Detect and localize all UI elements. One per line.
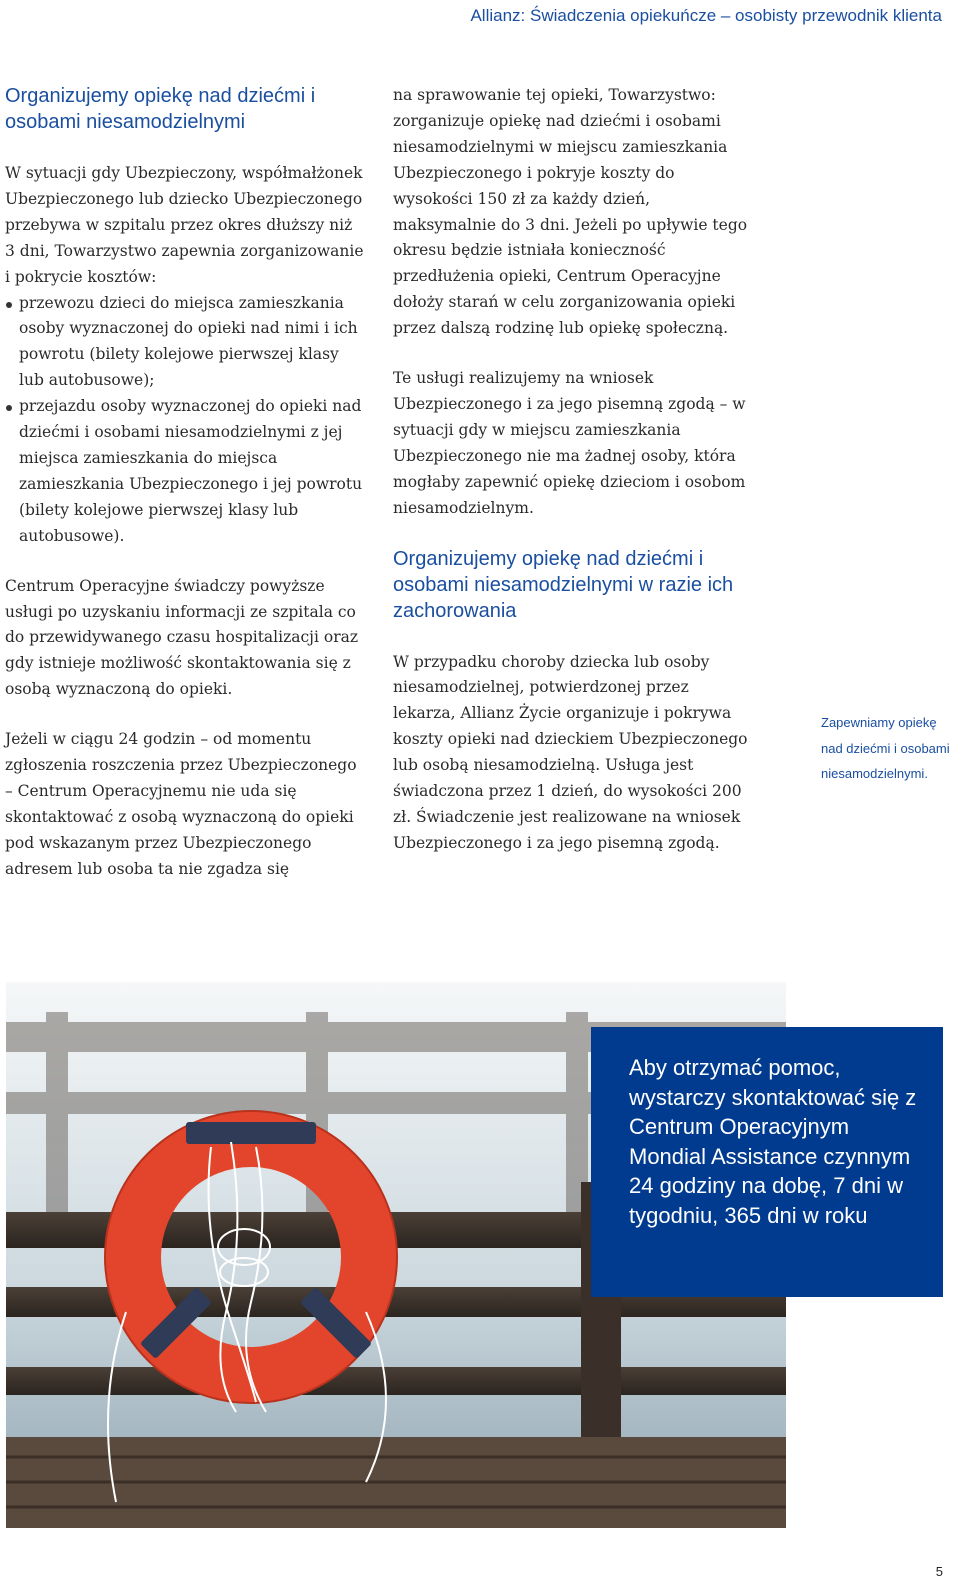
bullet-item: przewozu dzieci do miejsca zamieszkania osoby wyznaczonej do opieki nad nimi i ich powrotu (bilety kolejowe pierwszej klasy lub autobusowe);: [5, 291, 365, 395]
sidenote: Zapewniamy opiekę nad dziećmi i osobami niesamodzielnymi.: [821, 715, 950, 781]
paragraph: Jeżeli w ciągu 24 godzin – od momentu zgłoszenia roszczenia przez Ubezpieczonego – Centrum Operacyjnemu nie uda się skontaktować z osobą wyznaczoną do opieki pod wskazanym przez Ubezpieczonego adresem lub osoba ta nie zgadza się: [5, 730, 357, 878]
intro-paragraph: W sytuacji gdy Ubezpieczony, współmałżonek Ubezpieczonego lub dziecko Ubezpieczonego przebywa w szpitalu przez okres dłuższy niż 3 dni, Towarzystwo zapewnia zorganizowanie i pokrycie kosztów:: [5, 164, 364, 286]
section-heading: Organizujemy opiekę nad dziećmi i osobami niesamodzielnymi: [5, 85, 316, 133]
paragraph: na sprawowanie tej opieki, Towarzystwo: zorganizuje opiekę nad dziećmi i osobami niesamodzielnymi w miejscu zamieszkania Ubezpieczonego i pokryje koszty do wysokości 150 zł za każdy dzień, maksymalnie do 3 dni. Jeżeli po upływie tego okresu będzie istniała konieczność przedłużenia opieki, Centrum Operacyjne dołoży starań w celu zorganizowania opieki przez dalszą rodzinę lub opiekę społeczną.: [393, 86, 748, 338]
left-column: [5, 83, 365, 907]
bullet-item: przejazdu osoby wyznaczonej do opieki nad dziećmi i osobami niesamodzielnymi z jej miejsca zamieszkania do miejsca zamieszkania Ubezpieczonego i jej powrotu (bilety kolejowe pierwszej klasy lub autobusowe).: [5, 394, 365, 549]
section-heading: Organizujemy opiekę nad dziećmi i osobami niesamodzielnymi w razie ich zachorowania: [393, 547, 734, 622]
paragraph: W przypadku choroby dziecka lub osoby niesamodzielnej, potwierdzonej przez lekarza, Allianz Życie organizuje i pokrywa koszty opieki nad dzieckiem Ubezpieczonego lub osobą niesamodzielną. Usługa jest świadczona przez 1 dzień, do wysokości 200 zł. Świadczenie jest realizowane na wniosek Ubezpieczonego i za jego pisemną zgodą.: [393, 652, 748, 852]
running-header: Allianz: Świadczenia opiekuńcze – osobisty przewodnik klienta: [470, 6, 942, 25]
bullet-list: [5, 291, 365, 550]
page-number: 5: [935, 1564, 943, 1579]
contact-callout: Aby otrzymać pomoc, wystarczy skontaktować się z Centrum Operacyjnym Mondial Assistance czynnym 24 godziny na dobę, 7 dni w tygodniu, 365 dni w roku: [591, 1027, 943, 1297]
middle-column: [393, 83, 753, 881]
paragraph: Te usługi realizujemy na wniosek Ubezpieczonego i za jego pisemną zgodą – w sytuacji gdy w miejscu zamieszkania Ubezpieczonego nie ma żadnej osoby, która mogłaby zapewnić opiekę dzieciom i osobom niesamodzielnym.: [393, 369, 746, 517]
paragraph: Centrum Operacyjne świadczy powyższe usługi po uzyskaniu informacji ze szpitala co do przewidywanego czasu hospitalizacji oraz gdy istnieje możliwość skontaktowania się z osobą wyznaczoną do opieki.: [5, 576, 359, 699]
